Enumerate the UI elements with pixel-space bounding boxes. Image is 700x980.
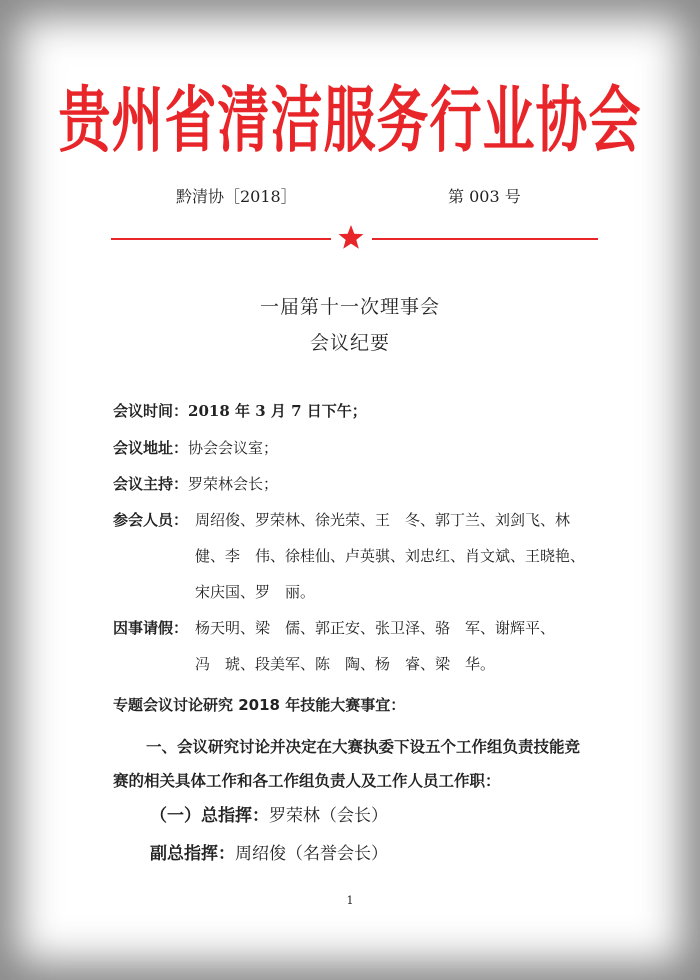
resolution-line-2: 赛的相关具体工作和各工作组负责人及工作人员工作职： <box>113 772 501 790</box>
meeting-time-value: 2018 年 3 月 7 日下午； <box>188 402 367 420</box>
leave-line: 杨天明、梁 儒、郭正安、张卫泽、骆 军、谢辉平、 <box>195 619 556 637</box>
leave-label: 因事请假： <box>113 619 189 637</box>
attendees-list <box>195 545 585 585</box>
meeting-host-row <box>113 477 278 492</box>
meeting-host-value: 罗荣林会长； <box>188 475 279 493</box>
commander-label: （一）总指挥： <box>150 806 269 826</box>
deputy-commander-row <box>150 839 388 864</box>
meeting-time-row <box>113 404 367 419</box>
resolution-line-1: 一、会议研究讨论并决定在大赛执委下设五个工作组负责技能竞 <box>146 738 581 756</box>
topic-heading: 专题会议讨论研究 2018 年技能大赛事宜： <box>113 696 406 714</box>
meeting-time-label: 会议时间： <box>113 402 189 420</box>
meeting-place-value: 协会会议室； <box>188 439 279 457</box>
attendees-list <box>195 581 315 621</box>
document-prefix: 黔清协［2018］ <box>176 187 297 206</box>
document-number: 第 003 号 <box>448 187 521 206</box>
page-number: 1 <box>346 894 354 907</box>
deputy-commander-label: 副总指挥： <box>150 844 235 864</box>
attendees-line: 健、李 伟、徐桂仙、卢英骐、刘忠红、肖文斌、王晓艳、 <box>195 547 586 565</box>
deputy-commander-value: 周绍俊（名誉会长） <box>235 844 388 864</box>
leave-list <box>195 617 555 657</box>
red-star-icon <box>336 222 366 252</box>
attendees-list <box>195 509 570 549</box>
meeting-place-label: 会议地址： <box>113 439 189 457</box>
commander-value: 罗荣林（会长） <box>269 806 388 826</box>
leave-label-row <box>113 621 188 636</box>
leave-line: 冯 琥、段美军、陈 陶、杨 睿、梁 华。 <box>195 655 496 673</box>
meeting-title: 一届第十一次理事会 <box>259 296 440 318</box>
attendees-label-row <box>113 513 188 528</box>
header-rule-right <box>372 238 598 240</box>
attendees-label: 参会人员： <box>113 511 189 529</box>
attendees-line: 周绍俊、罗荣林、徐光荣、王 冬、郭丁兰、刘剑飞、林 <box>195 511 571 529</box>
leave-list <box>195 653 495 693</box>
meeting-host-label: 会议主持： <box>113 475 189 493</box>
meeting-place-row <box>113 441 278 456</box>
header-rule-left <box>111 238 331 240</box>
meeting-subtitle: 会议纪要 <box>309 332 390 354</box>
commander-row <box>150 801 388 826</box>
attendees-line: 宋庆国、罗 丽。 <box>195 583 316 601</box>
organization-title: 贵州省清洁服务行业协会 <box>58 79 642 163</box>
